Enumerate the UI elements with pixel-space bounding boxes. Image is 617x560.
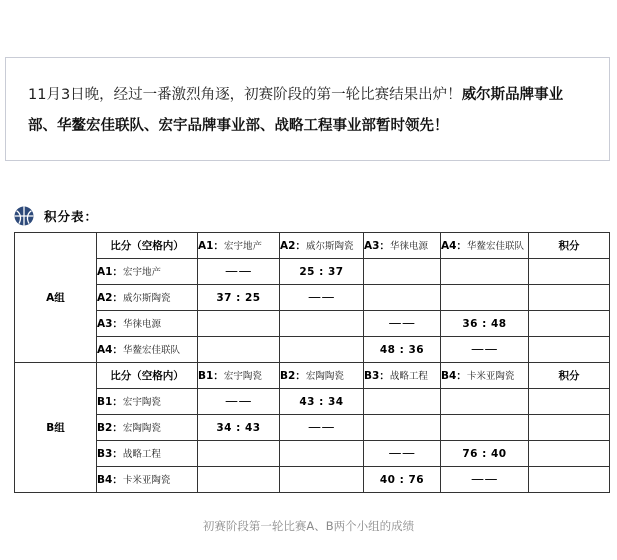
column-header [441,363,529,389]
column-header-code: B1： [198,370,224,382]
column-header-name: 华鳌宏佳联队 [466,241,524,252]
row-label [97,441,198,467]
score-cell: 76 : 40 [441,441,529,467]
column-header-code: A2： [280,240,306,252]
row-label [97,389,198,415]
score-cell: 37 : 25 [198,285,280,311]
announcement-text [28,80,591,142]
row-name: 战略工程 [122,449,161,460]
score-cell: —— [198,389,280,415]
points-cell [529,311,610,337]
column-header [198,363,280,389]
score-cell: —— [364,311,441,337]
score-cell [364,415,441,441]
score-table-title: 积分表： [44,209,99,224]
column-header-name: 威尔斯陶瓷 [305,241,354,252]
table-caption: 初赛阶段第一轮比赛A、B两个小组的成绩 [202,519,415,533]
score-cell [441,259,529,285]
row-name: 卡米亚陶瓷 [122,475,171,486]
score-cell [364,259,441,285]
score-cell: —— [280,285,364,311]
points-cell [529,285,610,311]
table-row [15,285,610,311]
column-header [198,233,280,259]
column-header [364,363,441,389]
column-header-name: 华徕电源 [389,241,428,252]
points-cell [529,415,610,441]
score-cell: —— [280,415,364,441]
score-cell: 25 : 37 [280,259,364,285]
row-name: 宏陶陶瓷 [122,423,161,434]
row-label [97,285,198,311]
row-code: B3： [97,448,123,460]
score-cell: 36 : 48 [441,311,529,337]
row-code: B1： [97,396,123,408]
column-header-name: 宏宇陶瓷 [223,371,262,382]
score-cell [280,467,364,493]
group-a-header-row [15,233,610,259]
score-cell: —— [441,467,529,493]
score-cell [198,467,280,493]
points-cell [529,259,610,285]
score-table [14,232,610,493]
group-b-header-row [15,363,610,389]
column-header-name: 卡米亚陶瓷 [466,371,515,382]
column-header [280,363,364,389]
points-header: 积分 [529,233,610,259]
score-table-body [15,233,610,493]
column-header [364,233,441,259]
row-name: 华鳌宏佳联队 [122,345,180,356]
score-cell [364,389,441,415]
announcement-text-bold: 威尔斯品牌事业部、华鳌宏佳联队、宏宇品牌事业部、战略工程事业部暂时领先！ [28,87,564,134]
column-header-name: 战略工程 [389,371,428,382]
score-cell [280,337,364,363]
row-label [97,415,198,441]
row-name: 宏宇陶瓷 [122,397,161,408]
table-row [15,415,610,441]
score-cell [198,441,280,467]
table-row [15,441,610,467]
score-cell [198,311,280,337]
table-row [15,467,610,493]
score-cell: —— [364,441,441,467]
group-a-label: A组 [15,233,97,363]
score-cell [441,415,529,441]
column-header-name: 宏宇地产 [223,241,262,252]
row-label [97,337,198,363]
score-cell: 40 : 76 [364,467,441,493]
table-row [15,259,610,285]
points-cell [529,337,610,363]
score-cell [198,337,280,363]
row-label [97,259,198,285]
row-code: B2： [97,422,123,434]
row-name: 宏宇地产 [122,267,161,278]
announcement-text-normal: 11月3日晚，经过一番激烈角逐，初赛阶段的第一轮比赛结果出炉！ [28,87,462,103]
basketball-icon [14,206,34,226]
table-row [15,311,610,337]
score-cell [441,389,529,415]
score-cell [441,285,529,311]
column-header-code: A3： [364,240,390,252]
score-cell: 48 : 36 [364,337,441,363]
score-cell: —— [441,337,529,363]
column-header-code: A1： [198,240,224,252]
column-header-code: B3： [364,370,390,382]
score-cell: 43 : 34 [280,389,364,415]
points-cell [529,467,610,493]
column-header-code: A4： [441,240,467,252]
score-table-heading [14,205,98,227]
score-cell [364,285,441,311]
row-name: 威尔斯陶瓷 [122,293,171,304]
score-header-label: 比分（空格内） [97,233,198,259]
row-name: 华徕电源 [122,319,161,330]
column-header [441,233,529,259]
column-header [280,233,364,259]
column-header-code: B4： [441,370,467,382]
score-cell [280,311,364,337]
row-code: A3： [97,318,123,330]
points-header: 积分 [529,363,610,389]
column-header-code: B2： [280,370,306,382]
table-row [15,389,610,415]
row-code: A2： [97,292,123,304]
column-header-name: 宏陶陶瓷 [305,371,344,382]
table-row [15,337,610,363]
group-b-label: B组 [15,363,97,493]
points-cell [529,389,610,415]
row-label [97,311,198,337]
row-label [97,467,198,493]
row-code: A1： [97,266,123,278]
score-cell: 34 : 43 [198,415,280,441]
score-cell: —— [198,259,280,285]
points-cell [529,441,610,467]
row-code: A4： [97,344,123,356]
score-cell [280,441,364,467]
score-header-label: 比分（空格内） [97,363,198,389]
announcement-box [5,57,610,161]
row-code: B4： [97,474,123,486]
